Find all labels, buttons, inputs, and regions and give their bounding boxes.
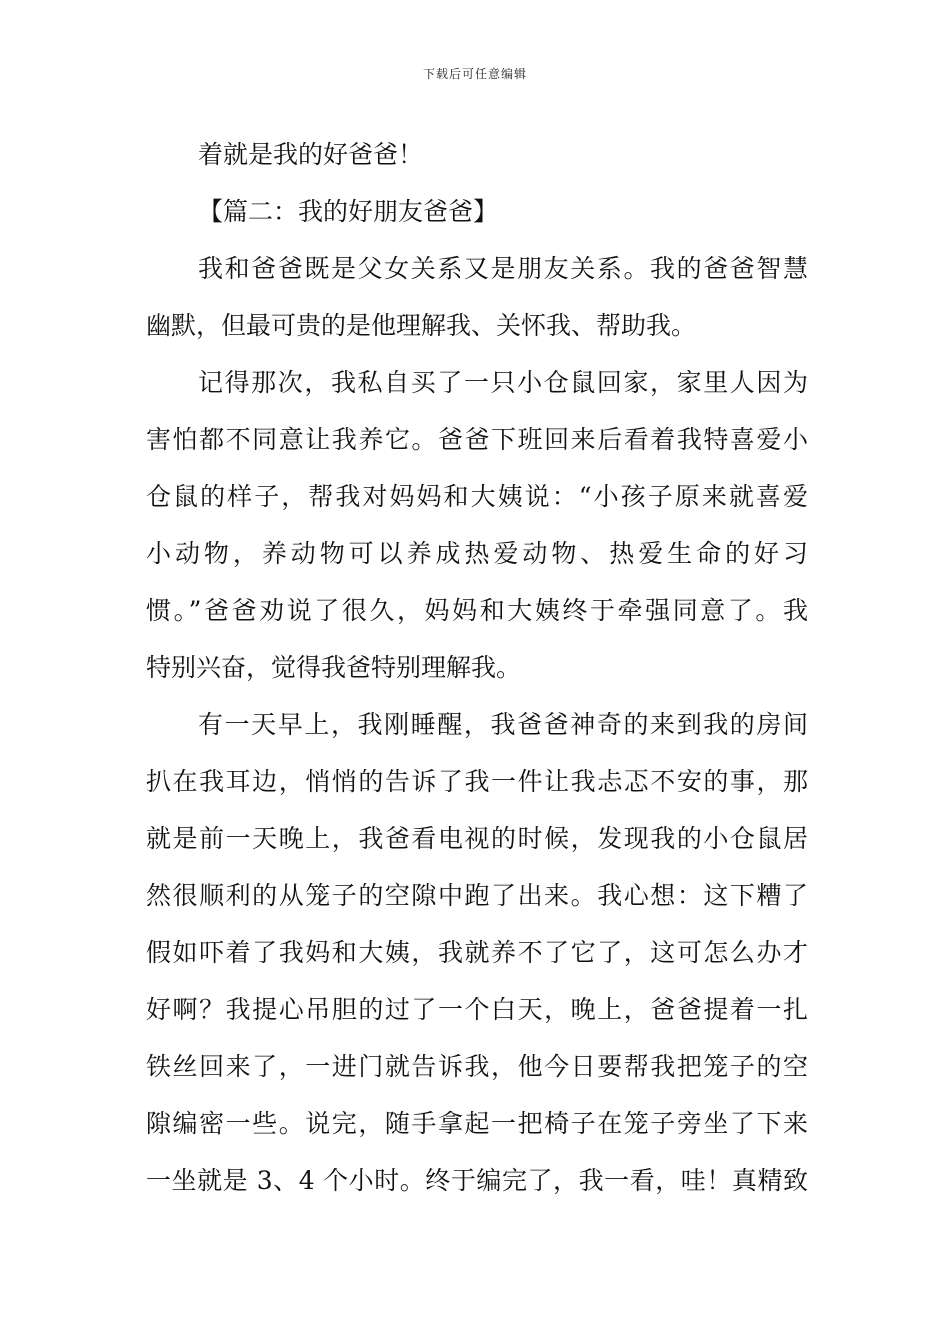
text-line: 记得那次，我私自买了一只小仓鼠回家，家里人因为 [198,368,808,397]
text-line: 扒在我耳边，悄悄的告诉了我一件让我忐忑不安的事，那 [146,767,808,796]
text-line: 惯。”爸爸劝说了很久，妈妈和大姨终于牵强同意了。我 [146,596,808,625]
text-line: 假如吓着了我妈和大姨，我就养不了它了，这可怎么办才 [146,938,808,967]
text-line: 着就是我的好爸爸！ [198,140,424,169]
text-line: 就是前一天晚上，我爸看电视的时候，发现我的小仓鼠居 [146,824,808,853]
page-header: 下载后可任意编辑 [422,67,527,81]
text-line: 特别兴奋，觉得我爸特别理解我。 [146,653,522,682]
text-line: 害怕都不同意让我养它。爸爸下班回来后看着我特喜爱小 [146,425,808,454]
text-line: 我和爸爸既是父女关系又是朋友关系。我的爸爸智慧 [198,254,808,283]
text-line: 小动物，养动物可以养成热爱动物、热爱生命的好习 [146,539,808,568]
text-line: 【篇二：我的好朋友爸爸】 [198,197,499,226]
document-body [146,126,808,1209]
text-line: 隙编密一些。说完，随手拿起一把椅子在笼子旁坐了下来 [146,1109,808,1138]
text-line: 铁丝回来了，一进门就告诉我，他今日要帮我把笼子的空 [146,1052,808,1081]
text-line: 一坐就是 3、4 个小时。终于编完了，我一看，哇！真精致 [146,1166,808,1195]
text-line: 幽默，但最可贵的是他理解我、关怀我、帮助我。 [146,311,697,340]
text-line: 好啊？我提心吊胆的过了一个白天，晚上，爸爸提着一扎 [146,995,808,1024]
text-line: 有一天早上，我刚睡醒，我爸爸神奇的来到我的房间 [198,710,808,739]
text-line: 然很顺利的从笼子的空隙中跑了出来。我心想：这下糟了 [146,881,808,910]
text-line: 仓鼠的样子，帮我对妈妈和大姨说：“小孩子原来就喜爱 [146,482,808,511]
